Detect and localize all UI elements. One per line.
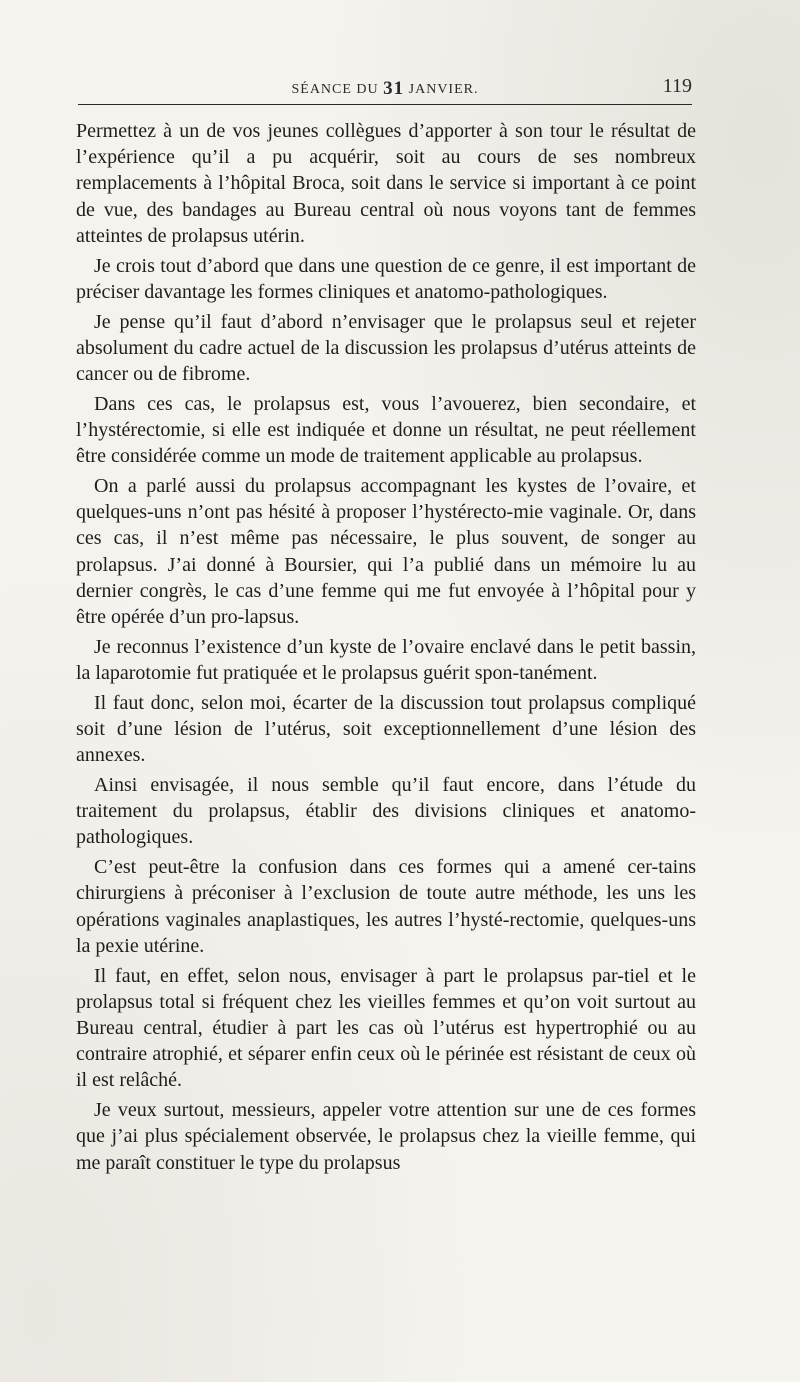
running-title-prefix: SÉANCE DU (291, 82, 379, 97)
header-rule (78, 104, 692, 105)
page-header (78, 72, 692, 102)
paragraph: Ainsi envisagée, il nous semble qu’il faut encore, dans l’étude du traitement du prolapsus, établir des divisions cliniques et anatomo-pathologiques. (76, 774, 696, 849)
paragraph: Je veux surtout, messieurs, appeler votre attention sur une de ces formes que j’ai plus spécialement observée, le prolapsus chez la vieille femme, qui me paraît constituer le type du prolapsus (76, 1099, 696, 1174)
paragraph: Il faut donc, selon moi, écarter de la discussion tout prolapsus compliqué soit d’une lésion de l’utérus, soit exceptionnellement d’une lésion des annexes. (76, 691, 696, 767)
paragraph: On a parlé aussi du prolapsus accompagnant les kystes de l’ovaire, et quelques-uns n’ont pas hésité à proposer l’hystérecto-mie vaginale. Or, dans ces cas, il n’est même pas nécessaire, le plus souvent, de songer au prolapsus. J’ai donné à Boursier, qui l’a publié dans un mémoire lu au dernier congrès, le cas d’une femme qui me fut envoyée à l’hôpital pour y être opérée d’un pro-lapsus. (76, 475, 696, 629)
paragraph: Il faut, en effet, selon nous, envisager à part le prolapsus par-tiel et le prolapsus total si fréquent chez les vieilles femmes et qu’on voit surtout au Bureau central, étudier à part les cas où l’utérus est hypertrophié ou au contraire atrophié, et séparer enfin ceux où le périnée est résistant de ceux où il est relâché. (76, 964, 696, 1092)
running-title-suffix: JANVIER. (408, 82, 479, 97)
paragraph: Je crois tout d’abord que dans une question de ce genre, il est important de préciser davantage les formes cliniques et anatomo-pathologiques. (76, 254, 696, 303)
running-title (78, 72, 692, 100)
paragraph: Permettez à un de vos jeunes collègues d’apporter à son tour le résultat de l’expérience qu’il a pu acquérir, soit au cours de ses nombreux remplacements à l’hôpital Broca, soit dans le service si important à ce point de vue, des bandages au Bureau central où nous voyons tant de femmes atteintes de prolapsus utérin. (76, 120, 696, 247)
body-text (76, 118, 696, 1179)
paragraph: Je reconnus l’existence d’un kyste de l’ovaire enclavé dans le petit bassin, la laparotomie fut pratiquée et le prolapsus guérit spon-tanément. (76, 635, 696, 685)
paragraph: Je pense qu’il faut d’abord n’envisager que le prolapsus seul et rejeter absolument du cadre actuel de la discussion les prolapsus d’utérus atteints de cancer ou de fibrome. (76, 310, 696, 386)
page-number: 119 (662, 75, 692, 97)
paragraph: Dans ces cas, le prolapsus est, vous l’avouerez, bien secondaire, et l’hystérectomie, si elle est indiquée et donne un résultat, ne peut réellement être considérée comme un mode de traitement applicable au prolapsus. (76, 392, 696, 468)
running-title-day: 31 (383, 78, 405, 99)
paragraph: C’est peut-être la confusion dans ces formes qui a amené cer-tains chirurgiens à préconiser à l’exclusion de toute autre méthode, les uns les opérations vaginales anaplastiques, les autres l’hysté-rectomie, quelques-uns la pexie utérine. (76, 856, 696, 957)
